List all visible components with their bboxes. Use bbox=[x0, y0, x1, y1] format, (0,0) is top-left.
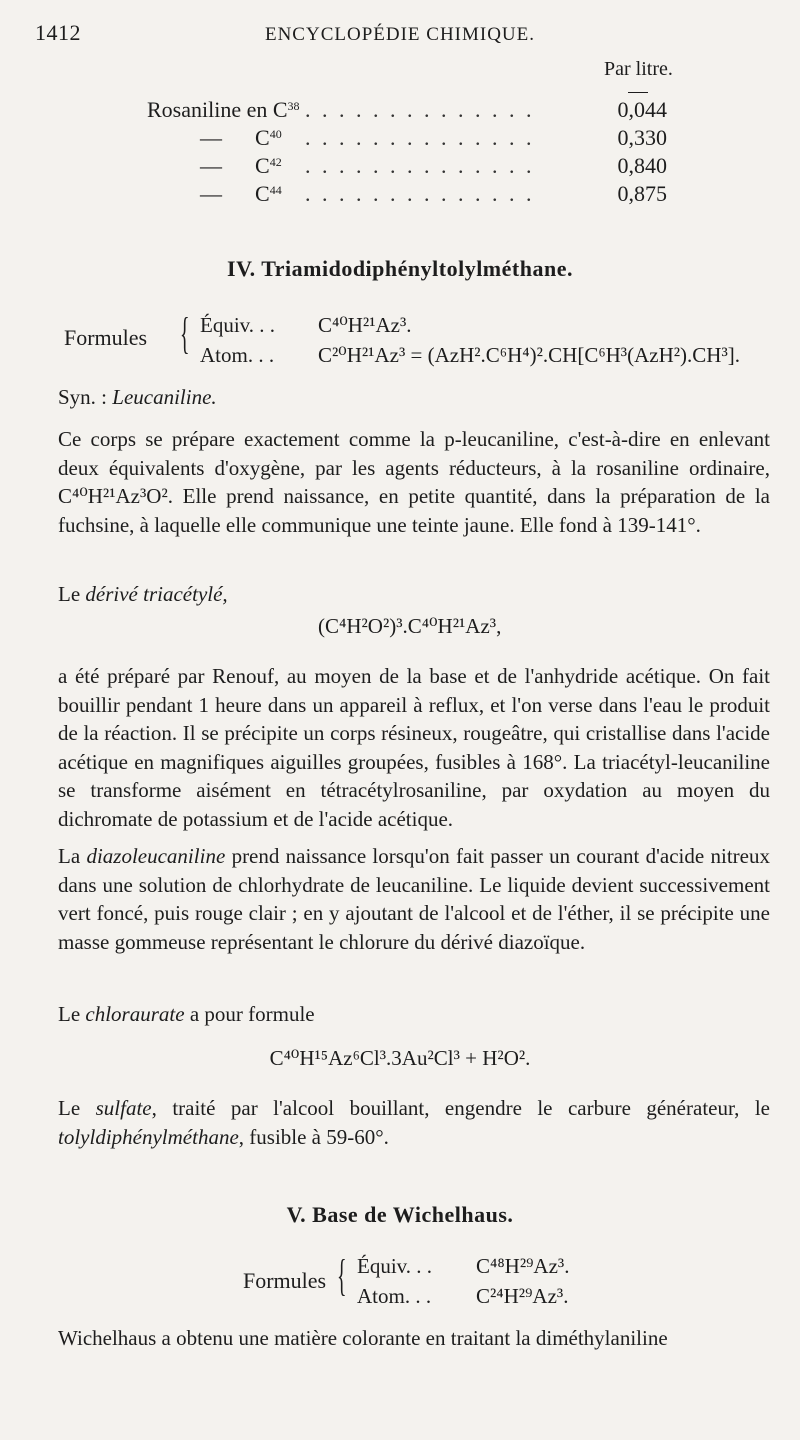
running-title: ENCYCLOPÉDIE CHIMIQUE. bbox=[264, 24, 536, 45]
row-value: 0,330 bbox=[617, 125, 667, 150]
paragraph: Wichelhaus a obtenu une matière colorante en traitant la diméthylaniline bbox=[58, 1326, 668, 1350]
unit-header: Par litre. bbox=[604, 58, 673, 80]
atom-label: Atom. . . bbox=[357, 1284, 432, 1308]
row-value: 0,044 bbox=[617, 97, 667, 122]
formula-chloraurate: C⁴⁰H¹⁵Az⁶Cl³.3Au²Cl³ + H²O². bbox=[269, 1046, 531, 1070]
row-label: — $C^{44}$ bbox=[200, 181, 282, 206]
atom-label: Atom. . . bbox=[200, 343, 275, 367]
atom-formula: C²⁰H²¹Az³ = (AzH².C⁶H⁴)².CH[C⁶H³(AzH²).CH³]. bbox=[318, 343, 740, 367]
paragraph: La diazoleucaniline prend naissance lorsqu'on fait passer un courant d'acide nitreux dans une solution de chlorhydrate de leucaniline. Le liquide devient successivement vert foncé, puis rouge clair ; en y ajoutant de l'alcool et de l'éther, il se précipite une masse gommeuse représentant le chlorure du dérivé diazoïque. bbox=[58, 844, 770, 954]
paragraph: a été préparé par Renouf, au moyen de la base et de l'anhydride acétique. On fait bouillir pendant 1 heure dans un appareil à reflux, et l'on verse dans l'eau le produit de la réaction. Il se précipite un corps résineux, rougeâtre, qui cristallise dans l'acide acétique en magnifiques aiguilles groupées, fusibles à 168°. La triacétyl-leucaniline se transforme aisément en tétracétylrosaniline, par oxydation au moyen du dichromate de potassium et de l'acide acétique. bbox=[58, 664, 770, 831]
equiv-formula: C⁴⁰H²¹Az³. bbox=[318, 313, 412, 337]
page-number: 1412 bbox=[35, 20, 81, 45]
row-label: Rosaniline en $C^{38}$ bbox=[147, 97, 300, 122]
equiv-label: Équiv. . . bbox=[200, 313, 276, 337]
brace-icon: { bbox=[180, 309, 190, 358]
brace-icon: { bbox=[337, 1251, 347, 1300]
atom-formula: C²⁴H²⁹Az³. bbox=[476, 1284, 569, 1308]
table-row: — $C^{42}$ . . . . . . . . . . . . . . 0,840 bbox=[0, 152, 800, 180]
formulas-label: Formules bbox=[243, 1268, 327, 1293]
row-label: — $C^{42}$ bbox=[200, 153, 282, 178]
table-row: — $C^{40}$ . . . . . . . . . . . . . . 0,330 bbox=[0, 124, 800, 152]
formulas-label: Formules bbox=[64, 325, 148, 350]
paragraph: Le sulfate, traité par l'alcool bouillant, engendre le carbure générateur, le tolyldiphénylméthane, fusible à 59-60°. bbox=[58, 1096, 770, 1149]
equiv-formula: C⁴⁸H²⁹Az³. bbox=[476, 1254, 570, 1278]
formula-triacetyl: (C⁴H²O²)³.C⁴⁰H²¹Az³, bbox=[318, 614, 502, 638]
row-label: — $C^{40}$ bbox=[200, 125, 282, 150]
unit-underline bbox=[628, 92, 648, 93]
table-row: — $C^{44}$ . . . . . . . . . . . . . . 0,875 bbox=[0, 180, 800, 208]
equiv-label: Équiv. . . bbox=[357, 1254, 433, 1278]
section-heading: IV. Triamidodiphényltolylméthane. bbox=[227, 256, 573, 281]
row-value: 0,875 bbox=[617, 181, 667, 206]
paragraph: Ce corps se prépare exactement comme la p-leucaniline, c'est-à-dire en enlevant deux équivalents d'oxygène, par les agents réducteurs, à la rosaniline ordinaire, C⁴⁰H²¹Az³O². Elle prend naissance, en petite quantité, dans la préparation de la fuchsine, à laquelle elle communique une teinte jaune. Elle fond à 139-141°. bbox=[58, 427, 770, 537]
section-heading: V. Base de Wichelhaus. bbox=[286, 1202, 514, 1227]
row-value: 0,840 bbox=[617, 153, 667, 178]
paragraph-chloraurate: Le chloraurate a pour formule bbox=[58, 1002, 315, 1026]
synonym: Syn. : Leucaniline. bbox=[58, 385, 217, 409]
paragraph-derive: Le dérivé triacétylé, bbox=[58, 582, 228, 606]
table-row: Rosaniline en $C^{38}$ . . . . . . . . . . . . . . 0,044 bbox=[0, 96, 800, 124]
